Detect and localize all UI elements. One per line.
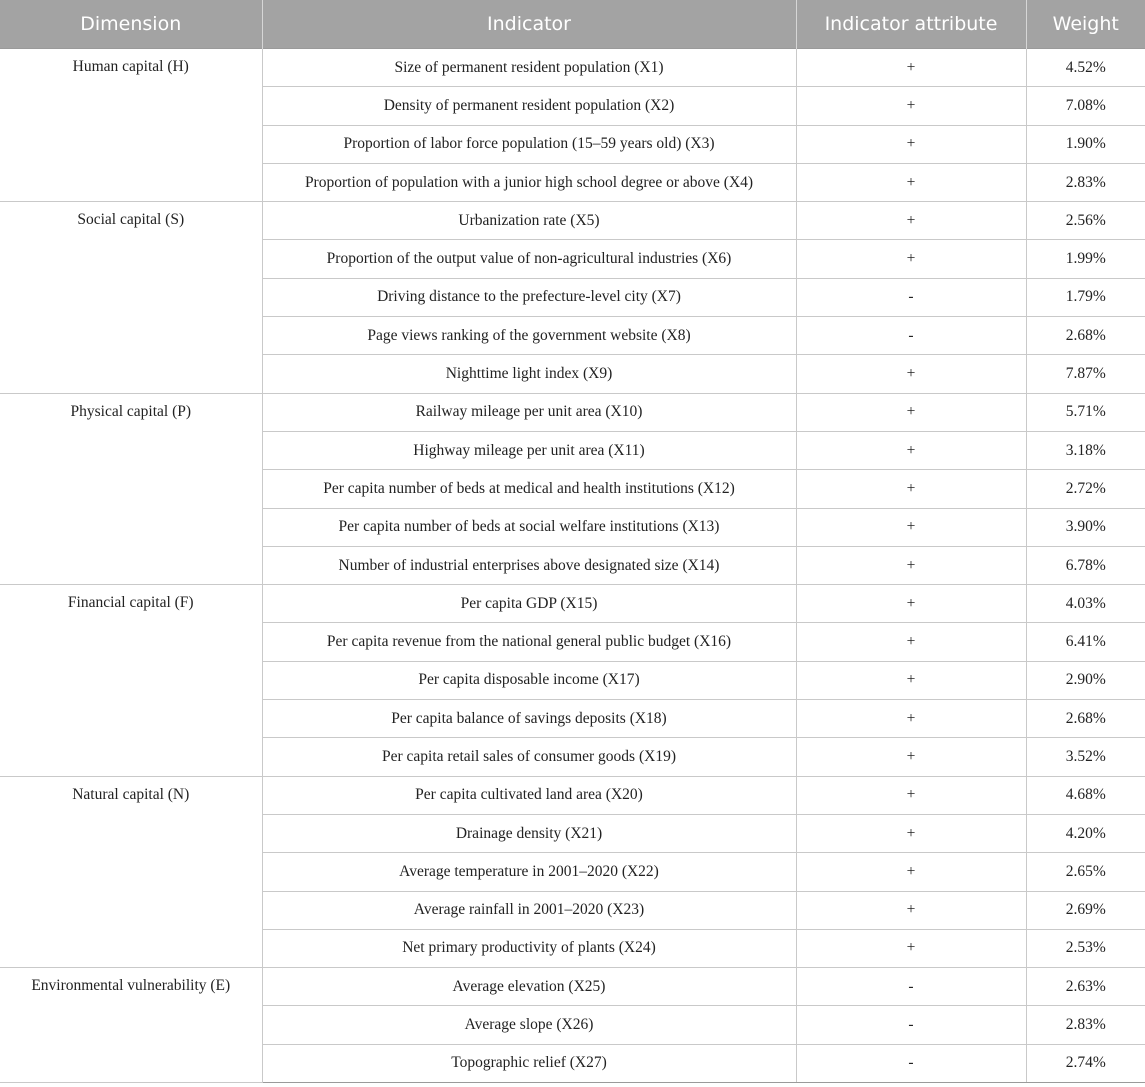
weight-cell: 7.08%	[1026, 87, 1145, 125]
weight-cell: 2.53%	[1026, 929, 1145, 967]
weight-cell: 2.65%	[1026, 853, 1145, 891]
indicator-cell: Per capita number of beds at social welfare institutions (X13)	[262, 508, 796, 546]
table-body	[0, 49, 1145, 1083]
weight-cell: 4.68%	[1026, 776, 1145, 814]
indicator-cell: Proportion of labor force population (15–59 years old) (X3)	[262, 125, 796, 163]
indicator-cell: Nighttime light index (X9)	[262, 355, 796, 393]
weight-cell: 2.69%	[1026, 891, 1145, 929]
indicator-cell: Topographic relief (X27)	[262, 1044, 796, 1082]
indicator-cell: Per capita retail sales of consumer goods (X19)	[262, 738, 796, 776]
indicator-cell: Per capita balance of savings deposits (X18)	[262, 700, 796, 738]
attribute-cell: +	[796, 585, 1026, 623]
indicator-cell: Per capita revenue from the national general public budget (X16)	[262, 623, 796, 661]
attribute-cell: -	[796, 1044, 1026, 1082]
table-row	[0, 968, 1145, 1006]
indicator-cell: Net primary productivity of plants (X24)	[262, 929, 796, 967]
table-row	[0, 393, 1145, 431]
weight-cell: 2.83%	[1026, 1006, 1145, 1044]
weight-cell: 4.52%	[1026, 49, 1145, 87]
attribute-cell: +	[796, 776, 1026, 814]
weight-cell: 1.90%	[1026, 125, 1145, 163]
weight-cell: 2.90%	[1026, 661, 1145, 699]
table-row	[0, 585, 1145, 623]
attribute-cell: +	[796, 163, 1026, 201]
header-weight: Weight	[1026, 0, 1145, 49]
indicator-cell: Average slope (X26)	[262, 1006, 796, 1044]
attribute-cell: +	[796, 49, 1026, 87]
attribute-cell: +	[796, 240, 1026, 278]
table-row	[0, 776, 1145, 814]
weight-cell: 6.78%	[1026, 546, 1145, 584]
indicator-cell: Per capita number of beds at medical and health institutions (X12)	[262, 470, 796, 508]
dimension-cell: Human capital (H)	[0, 49, 262, 202]
indicator-cell: Highway mileage per unit area (X11)	[262, 431, 796, 469]
indicator-cell: Density of permanent resident population (X2)	[262, 87, 796, 125]
attribute-cell: +	[796, 546, 1026, 584]
weight-cell: 3.90%	[1026, 508, 1145, 546]
indicator-cell: Drainage density (X21)	[262, 814, 796, 852]
indicator-cell: Proportion of the output value of non-agricultural industries (X6)	[262, 240, 796, 278]
table-row	[0, 49, 1145, 87]
attribute-cell: +	[796, 470, 1026, 508]
attribute-cell: +	[796, 853, 1026, 891]
attribute-cell: +	[796, 202, 1026, 240]
indicator-cell: Average elevation (X25)	[262, 968, 796, 1006]
indicator-cell: Urbanization rate (X5)	[262, 202, 796, 240]
weight-cell: 2.68%	[1026, 700, 1145, 738]
weight-cell: 1.99%	[1026, 240, 1145, 278]
weight-cell: 5.71%	[1026, 393, 1145, 431]
attribute-cell: +	[796, 125, 1026, 163]
weight-cell: 2.68%	[1026, 317, 1145, 355]
weight-cell: 7.87%	[1026, 355, 1145, 393]
dimension-cell: Financial capital (F)	[0, 585, 262, 776]
dimension-cell: Social capital (S)	[0, 202, 262, 393]
header-indicator-attribute: Indicator attribute	[796, 0, 1026, 49]
weight-cell: 2.56%	[1026, 202, 1145, 240]
weight-cell: 6.41%	[1026, 623, 1145, 661]
attribute-cell: +	[796, 661, 1026, 699]
indicator-cell: Per capita disposable income (X17)	[262, 661, 796, 699]
weight-cell: 2.74%	[1026, 1044, 1145, 1082]
attribute-cell: +	[796, 87, 1026, 125]
attribute-cell: +	[796, 700, 1026, 738]
indicator-cell: Page views ranking of the government website (X8)	[262, 317, 796, 355]
dimension-cell: Environmental vulnerability (E)	[0, 968, 262, 1083]
table-row	[0, 202, 1145, 240]
weight-cell: 2.72%	[1026, 470, 1145, 508]
attribute-cell: +	[796, 431, 1026, 469]
header-row	[0, 0, 1145, 49]
dimension-cell: Natural capital (N)	[0, 776, 262, 967]
indicator-cell: Per capita GDP (X15)	[262, 585, 796, 623]
indicator-cell: Per capita cultivated land area (X20)	[262, 776, 796, 814]
dimension-cell: Physical capital (P)	[0, 393, 262, 584]
attribute-cell: -	[796, 1006, 1026, 1044]
attribute-cell: -	[796, 968, 1026, 1006]
indicator-cell: Proportion of population with a junior high school degree or above (X4)	[262, 163, 796, 201]
attribute-cell: -	[796, 278, 1026, 316]
weight-cell: 2.83%	[1026, 163, 1145, 201]
weight-cell: 2.63%	[1026, 968, 1145, 1006]
attribute-cell: -	[796, 317, 1026, 355]
attribute-cell: +	[796, 355, 1026, 393]
weight-cell: 3.52%	[1026, 738, 1145, 776]
weight-cell: 1.79%	[1026, 278, 1145, 316]
attribute-cell: +	[796, 929, 1026, 967]
attribute-cell: +	[796, 623, 1026, 661]
attribute-cell: +	[796, 393, 1026, 431]
attribute-cell: +	[796, 891, 1026, 929]
header-indicator: Indicator	[262, 0, 796, 49]
weight-cell: 4.20%	[1026, 814, 1145, 852]
table-header	[0, 0, 1145, 49]
indicator-cell: Driving distance to the prefecture-level city (X7)	[262, 278, 796, 316]
weight-cell: 3.18%	[1026, 431, 1145, 469]
weight-cell: 4.03%	[1026, 585, 1145, 623]
indicator-cell: Number of industrial enterprises above designated size (X14)	[262, 546, 796, 584]
attribute-cell: +	[796, 814, 1026, 852]
indicator-cell: Railway mileage per unit area (X10)	[262, 393, 796, 431]
indicator-cell: Size of permanent resident population (X1)	[262, 49, 796, 87]
header-dimension: Dimension	[0, 0, 262, 49]
attribute-cell: +	[796, 738, 1026, 776]
indicator-cell: Average rainfall in 2001–2020 (X23)	[262, 891, 796, 929]
attribute-cell: +	[796, 508, 1026, 546]
indicator-cell: Average temperature in 2001–2020 (X22)	[262, 853, 796, 891]
